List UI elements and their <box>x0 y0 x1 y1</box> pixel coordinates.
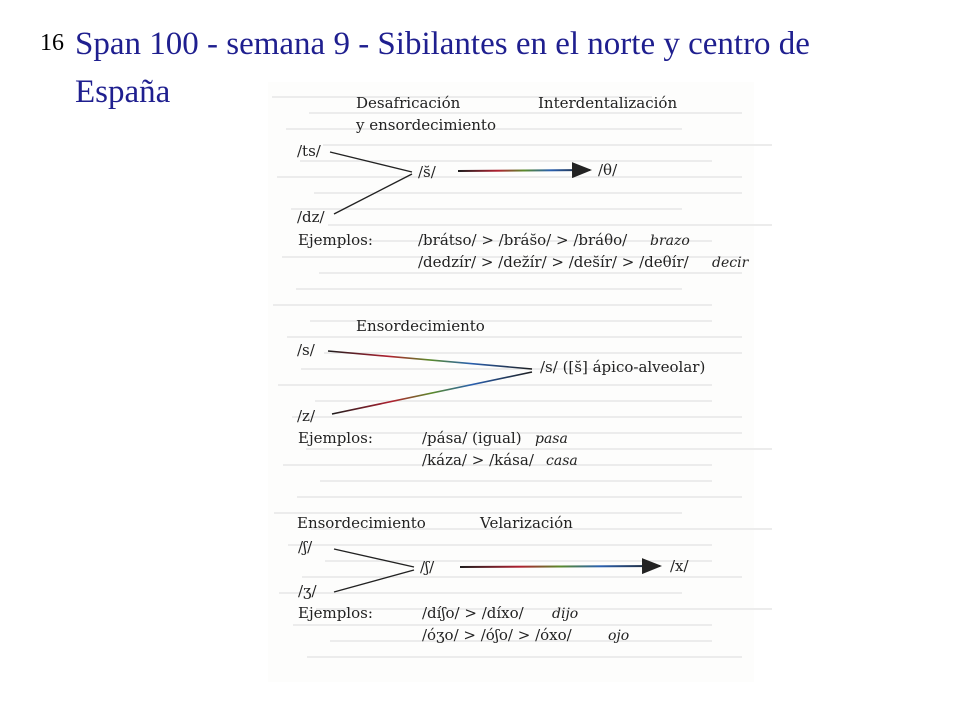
panel2-examples-label: Ejemplos: <box>298 429 373 447</box>
panel1-example-1: /brátso/ > /brás̆o/ > /bráθo/ <box>418 231 628 249</box>
panel2-example-2: /káza/ > /kása/ <box>422 451 534 469</box>
slide-title: Span 100 - semana 9 - Sibilantes en el norte y centro de España <box>75 26 810 110</box>
panel2-example-2-gloss: casa <box>546 453 578 469</box>
panel2-example-1-gloss: pasa <box>535 431 568 447</box>
panel3-converge-line-1 <box>334 549 414 567</box>
panel1-header-1: Desafricación <box>356 94 461 112</box>
panel3-input-2: /ʒ/ <box>298 582 317 600</box>
panel3-header-2: Velarización <box>480 514 573 532</box>
panel3-middle: /ʃ/ <box>420 558 435 576</box>
panel3-example-2: /óʒo/ > /óʃo/ > /óxo/ <box>422 626 572 644</box>
panel1-header-3: Interdentalización <box>538 94 678 112</box>
panel-desafricacion <box>297 94 750 271</box>
panel3-input-1: /ʃ/ <box>298 538 313 556</box>
panel2-input-2: /z/ <box>297 407 316 425</box>
panel1-arrow <box>458 170 590 171</box>
panel1-converge-line-1 <box>330 152 412 172</box>
panel1-input-1: /ts/ <box>297 142 321 160</box>
panel-velarizacion <box>297 514 690 644</box>
panel2-input-1: /s/ <box>297 341 315 359</box>
panel3-arrow <box>460 566 660 567</box>
panel1-header-2: y ensordecimiento <box>356 116 496 134</box>
panel3-header-1: Ensordecimiento <box>297 514 426 532</box>
panel-ensordecimiento <box>297 317 705 469</box>
panel2-header-1: Ensordecimiento <box>356 317 485 335</box>
panel2-converge-line-1 <box>328 351 532 369</box>
panel1-example-1-gloss: brazo <box>650 233 690 249</box>
slide-number: 16 <box>40 30 64 56</box>
panel1-middle: /s̆/ <box>418 163 436 181</box>
panel2-example-1: /pása/ (igual) <box>422 429 522 447</box>
panel1-example-2-gloss: decir <box>712 255 749 271</box>
panel3-example-1-gloss: dijo <box>552 606 579 622</box>
panel3-converge-line-2 <box>334 570 414 592</box>
panel1-examples-label: Ejemplos: <box>298 231 373 249</box>
panel1-converge-line-2 <box>334 174 412 214</box>
panel3-examples-label: Ejemplos: <box>298 604 373 622</box>
panel1-example-2: /dedzír/ > /dez̆ír/ > /des̆ír/ > /deθír/ <box>418 253 689 271</box>
panel2-output: /s/ ([s̆] ápico-alveolar) <box>540 358 706 376</box>
panel3-example-2-gloss: ojo <box>608 628 630 644</box>
panel3-example-1: /díʃo/ > /díxo/ <box>422 604 524 622</box>
panel1-input-2: /dz/ <box>297 208 325 226</box>
panel2-converge-line-2 <box>332 372 532 414</box>
panel3-output: /x/ <box>670 557 689 575</box>
panel1-output: /θ/ <box>598 161 618 179</box>
